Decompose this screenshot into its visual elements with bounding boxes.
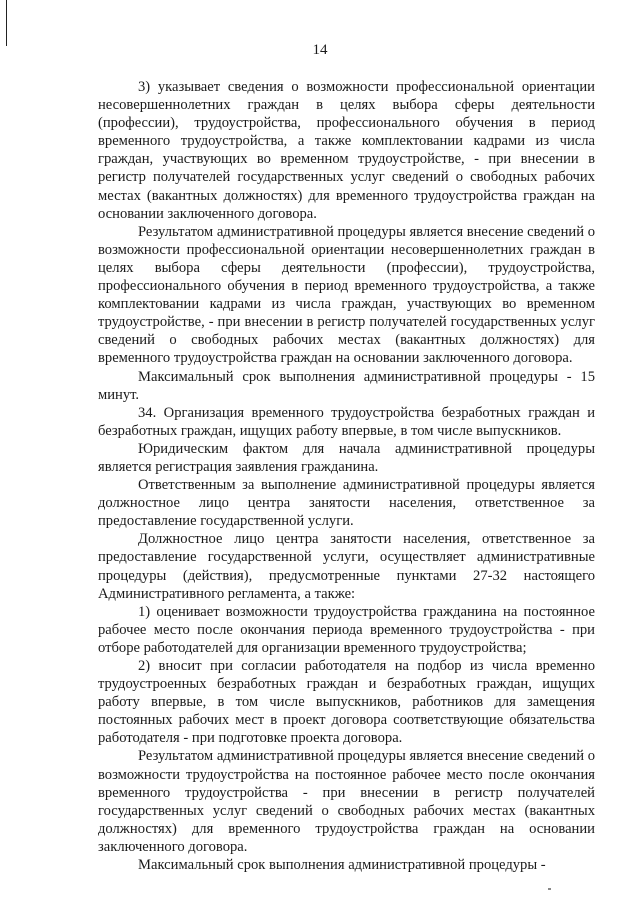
- paragraph-item-3: 3) указывает сведения о возможности профессиональной ориентации несовершеннолетних граждан в целях выбора сферы деятельности (профессии), трудоустройства, профессионального обучения в период временного трудоустройства, а также комплектовании кадрами из числа граждан, участвующих во временном трудоустройстве, - при внесении в регистр получателей государственных услуг сведений о свободных рабочих местах (вакантных должностях) для временного трудоустройства граждан на основании заключенного договора.: [98, 79, 595, 222]
- paragraph-max-time-2: Максимальный срок выполнения административной процедуры -: [138, 857, 546, 874]
- paragraph-legal-fact: Юридическим фактом для начала административной процедуры является регистрация заявления гражданина.: [98, 440, 595, 475]
- document-body: [98, 78, 595, 874]
- paragraph-max-time: Максимальный срок выполнения административной процедуры - 15 минут.: [98, 368, 595, 403]
- paragraph-section-34: 34. Организация временного трудоустройства безработных граждан и безработных граждан, ищущих работу впервые, в том числе выпускников.: [98, 404, 595, 439]
- scan-edge-line: [6, 0, 7, 46]
- paragraph-item-2: 2) вносит при согласии работодателя на подбор из числа временно трудоустроенных безработных граждан и безработных граждан, ищущих работу впервые, в том числе выпускников, работников для замещения постоянных рабочих мест в проект договора соответствующие обязательства работодателя - при подготовке проекта договора.: [98, 658, 595, 747]
- paragraph-result-2: Результатом административной процедуры является внесение сведений о возможности трудоустройства на постоянное рабочее место после окончания временного трудоустройства - при внесении в регистр получателей государственных услуг сведений о свободных рабочих местах (вакантных должностях) для временного трудоустройства граждан на основании заключенного договора.: [98, 748, 595, 855]
- paragraph-responsible: Ответственным за выполнение административной процедуры является должностное лицо центра занятости населения, ответственное за предоставление государственной услуги.: [98, 477, 595, 530]
- paragraph-item-1: 1) оценивает возможности трудоустройства гражданина на постоянное рабочее место после окончания периода временного трудоустройства - при отборе работодателей для организации временного трудоустройства;: [98, 603, 595, 656]
- scan-speck: [548, 888, 551, 890]
- paragraph-result: Результатом административной процедуры является внесение сведений о возможности профессиональной ориентации несовершеннолетних граждан в целях выбора сферы деятельности (профессии), трудоустройства, профессионального обучения в период временного трудоустройства, а также комплектовании кадрами из числа граждан, участвующих во временном трудоустройстве, - при внесении в регистр получателей государственных услуг сведений о свободных рабочих местах (вакантных должностях) для временного трудоустройства граждан на основании заключенного договора.: [98, 223, 595, 367]
- page-number: 14: [312, 42, 328, 58]
- paragraph-official-duties: Должностное лицо центра занятости населения, ответственное за предоставление государственной услуги, осуществляет административные процедуры (действия), предусмотренные пунктами 27-32 настоящего Административного регламента, а также:: [98, 531, 595, 602]
